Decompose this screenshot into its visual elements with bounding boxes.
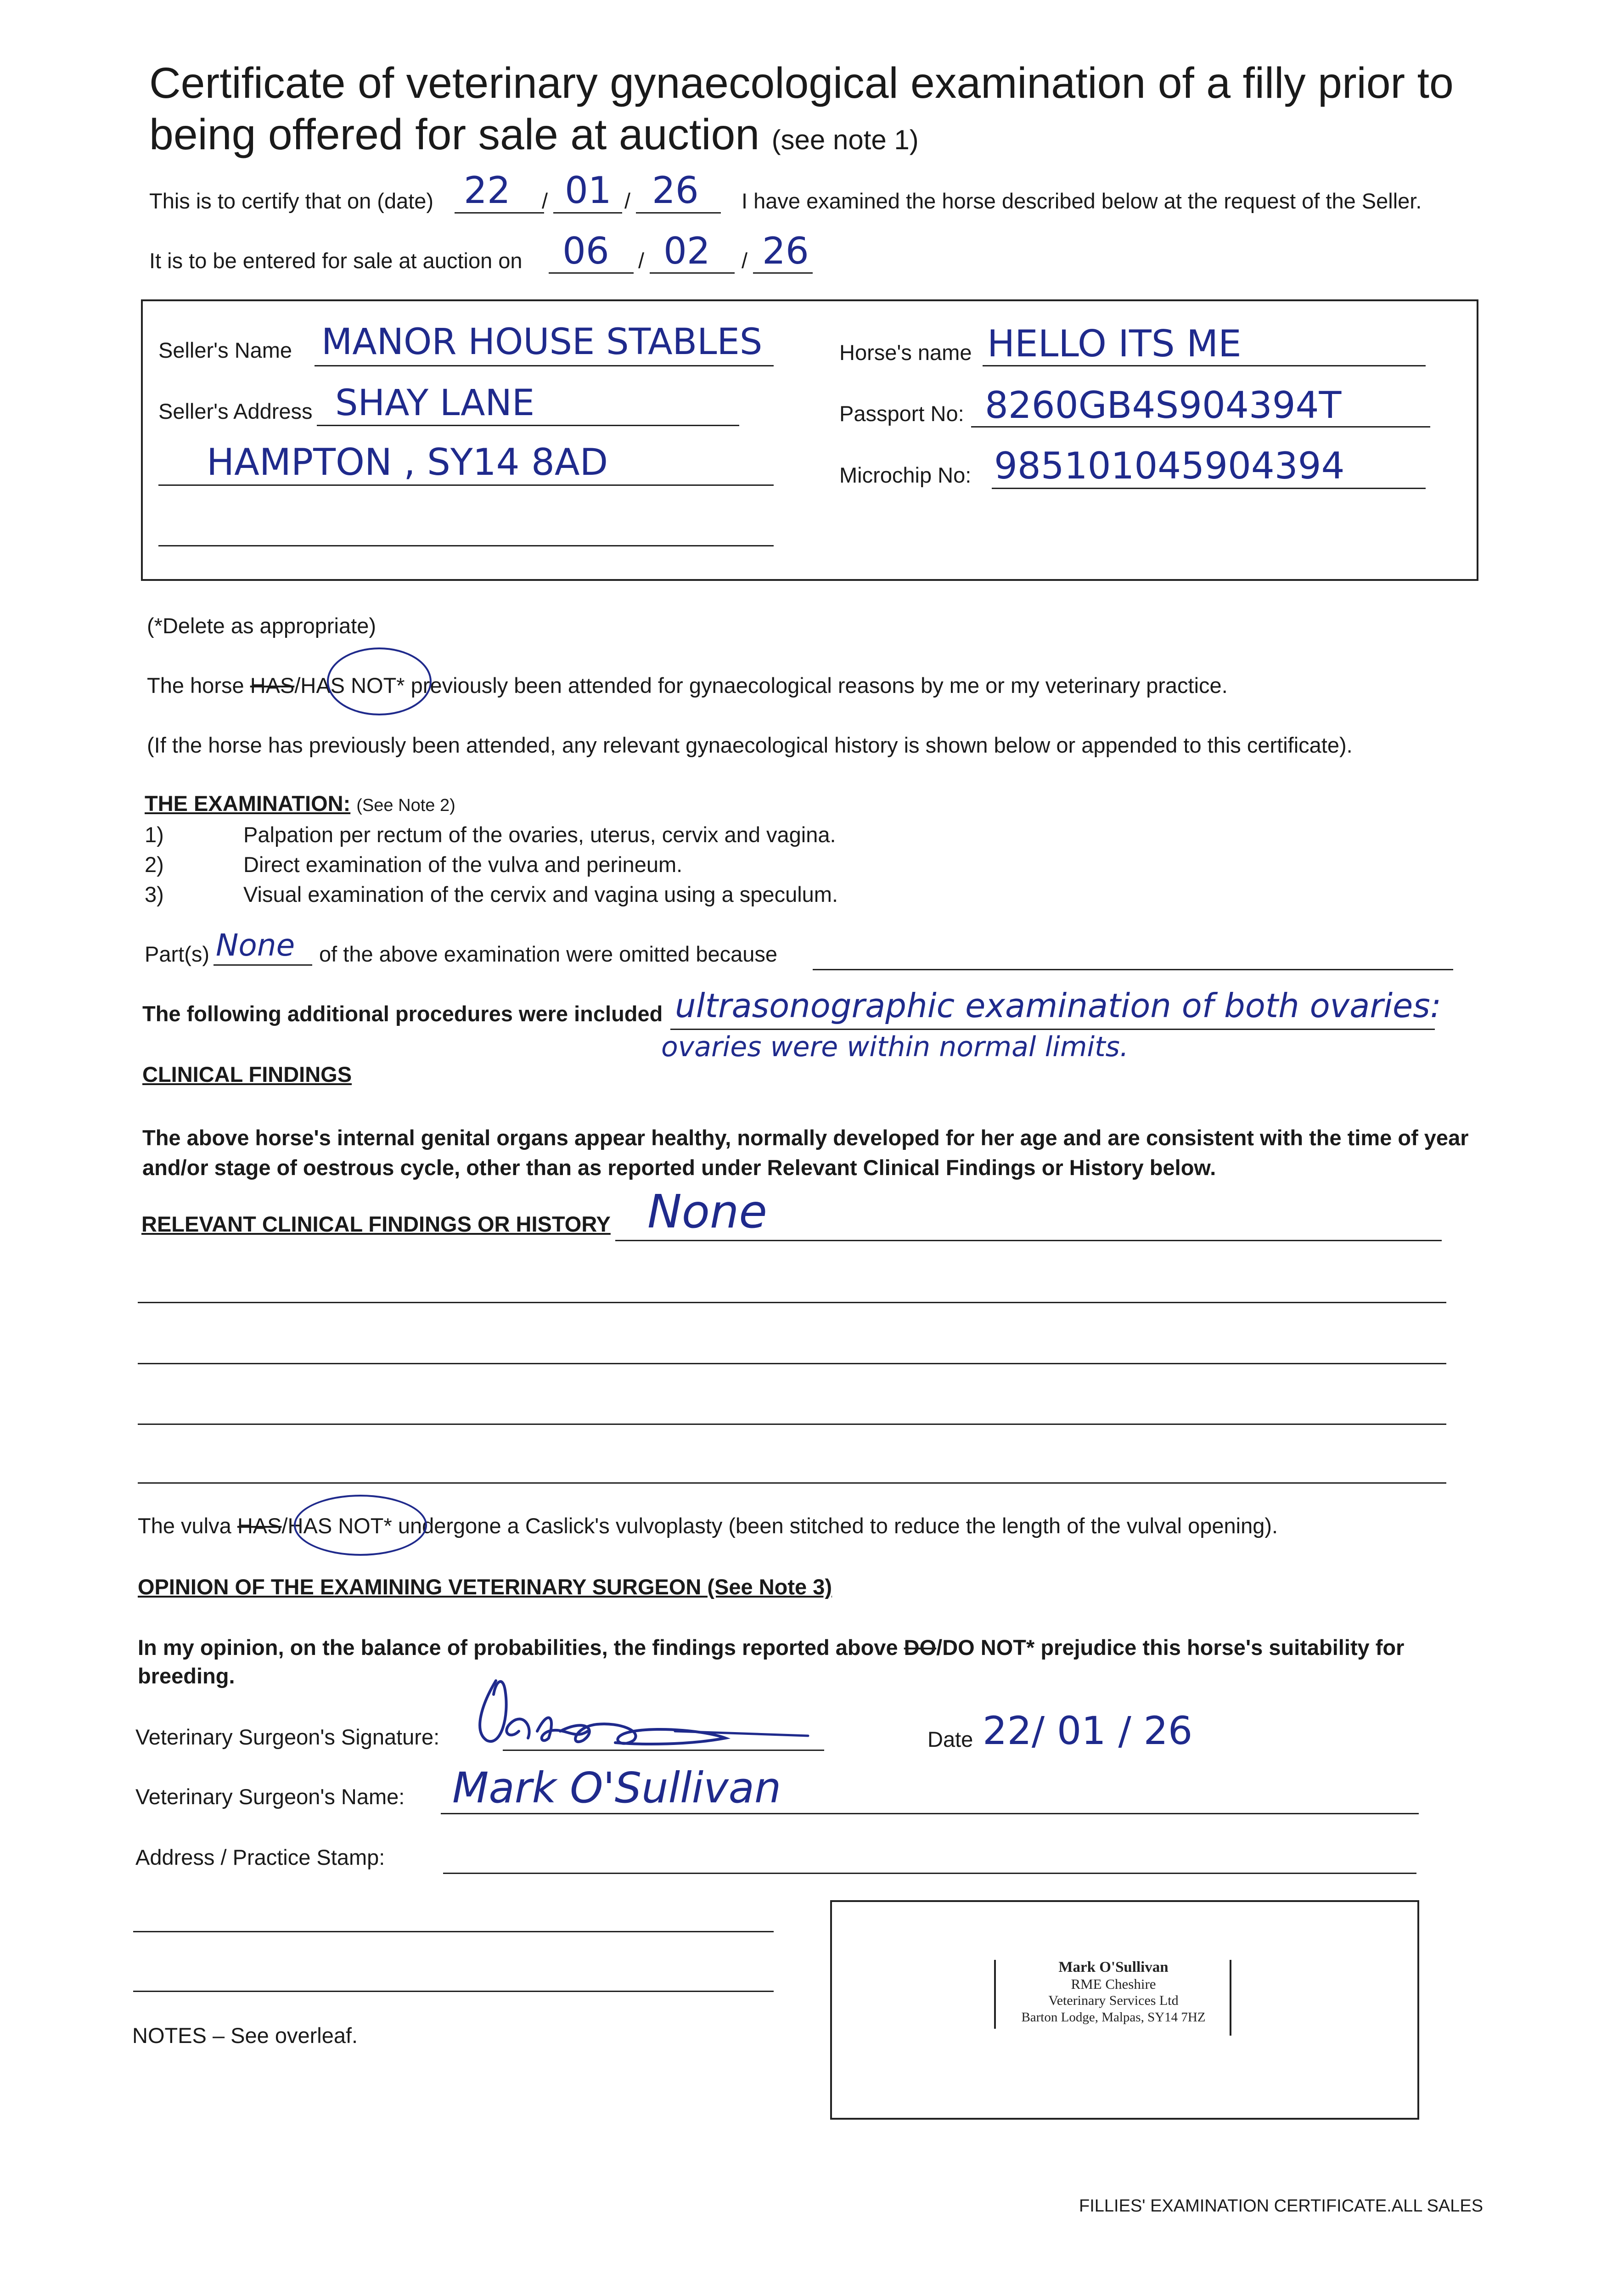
caslick-has-not-option[interactable]: HAS NOT* (287, 1514, 392, 1538)
seller-address-line2[interactable]: HAMPTON , SY14 8AD (207, 441, 608, 484)
signature-date[interactable]: 22/ 01 / 26 (983, 1708, 1193, 1753)
exam-item-num: 3) (145, 882, 164, 906)
seller-address-label: Seller's Address (158, 399, 313, 423)
auction-month[interactable]: 02 (663, 230, 710, 272)
certify-prefix: This is to certify that on (date) (149, 189, 434, 213)
horse-name-label: Horse's name (839, 340, 972, 365)
exam-item-num: 1) (145, 822, 164, 847)
caslick-slash: / (281, 1514, 288, 1538)
seller-name[interactable]: MANOR HOUSE STABLES (321, 321, 763, 363)
stamp-practice: RME Cheshire (1071, 1976, 1156, 1992)
stamp-company: Veterinary Services Ltd (1048, 1993, 1179, 2008)
attended-has-not-option[interactable]: HAS NOT* (300, 673, 405, 698)
attended-has-option[interactable]: HAS (250, 673, 295, 698)
vet-name[interactable]: Mark O'Sullivan (452, 1763, 781, 1812)
horse-name[interactable]: HELLO ITS ME (987, 322, 1242, 365)
selection-circle (327, 647, 432, 715)
date-sep: / (542, 189, 548, 213)
additional-procedures-line2[interactable]: ovaries were within normal limits. (661, 1031, 1129, 1063)
page-title: Certificate of veterinary gynaecological examination of a filly prior to (149, 59, 1454, 107)
vet-name-label: Veterinary Surgeon's Name: (135, 1784, 405, 1809)
date-sep: / (638, 248, 645, 273)
notes-text: NOTES – See overleaf. (132, 2023, 358, 2048)
clinical-findings-heading: CLINICAL FINDINGS (142, 1062, 352, 1086)
caslick-has-option[interactable]: HAS (237, 1514, 282, 1538)
date-sep: / (624, 189, 631, 213)
additional-label: The following additional procedures were included (142, 1002, 663, 1026)
auction-prefix: It is to be entered for sale at auction on (149, 248, 523, 273)
stamp-bracket-left (994, 1960, 996, 2029)
attended-prefix: The horse (147, 673, 244, 698)
practice-stamp (996, 1958, 1231, 2026)
delete-note: (*Delete as appropriate) (147, 613, 376, 638)
relevant-line[interactable] (138, 1302, 1446, 1303)
omitted-value[interactable]: None (216, 928, 295, 963)
date-label: Date (927, 1727, 973, 1751)
signature-label: Veterinary Surgeon's Signature: (135, 1725, 440, 1749)
page-title-line2 (149, 109, 919, 166)
attended-slash: / (294, 673, 301, 698)
exam-year[interactable]: 26 (652, 169, 699, 212)
microchip-number[interactable]: 985101045904394 (994, 445, 1345, 487)
examination-note: (See Note 2) (356, 796, 455, 815)
opinion-text-a: In my opinion, on the balance of probabilities, the findings reported above (138, 1635, 898, 1660)
clinical-statement-line1: The above horse's internal genital organs appear healthy, normally developed for her age and are consistent with the time of year (142, 1125, 1469, 1150)
title-note: (see note 1) (771, 124, 919, 155)
omitted-suffix: of the above examination were omitted because (319, 942, 778, 966)
signature-drawing[interactable] (468, 1662, 817, 1754)
exam-item-text: Palpation per rectum of the ovaries, uterus, cervix and vagina. (243, 822, 836, 847)
opinion-text-line2: breeding. (138, 1664, 235, 1688)
relevant-findings-heading: RELEVANT CLINICAL FINDINGS OR HISTORY (141, 1212, 611, 1236)
exam-month[interactable]: 01 (565, 169, 612, 212)
practice-stamp-label: Address / Practice Stamp: (135, 1845, 385, 1869)
opinion-text-line1 (138, 1635, 1404, 1660)
date-sep: / (742, 248, 748, 273)
relevant-line[interactable] (138, 1424, 1446, 1425)
history-note: (If the horse has previously been attended, any relevant gynaecological history is shown below or appended to this certificate). (147, 733, 1353, 757)
caslick-prefix: The vulva (138, 1514, 231, 1538)
examination-heading-row (145, 791, 455, 816)
exam-day[interactable]: 22 (464, 169, 511, 212)
attended-suffix: previously been attended for gynaecological reasons by me or my veterinary practice. (410, 673, 1228, 698)
opinion-heading: OPINION OF THE EXAMINING VETERINARY SURGEON (See Note 3) (138, 1575, 832, 1599)
relevant-findings-value[interactable]: None (647, 1185, 767, 1238)
opinion-text-b: /DO NOT* prejudice this horse's suitability for (936, 1635, 1405, 1660)
relevant-line[interactable] (138, 1363, 1446, 1364)
omitted-prefix: Part(s) (145, 942, 209, 966)
exam-item-text: Direct examination of the vulva and perineum. (243, 852, 683, 877)
additional-procedures-line1[interactable]: ultrasonographic examination of both ovaries: (675, 986, 1442, 1025)
stamp-vet-name: Mark O'Sullivan (1058, 1959, 1169, 1975)
examination-heading: THE EXAMINATION: (145, 791, 351, 816)
clinical-statement-line2: and/or stage of oestrous cycle, other than as reported under Relevant Clinical Findings or History below. (142, 1155, 1216, 1180)
exam-item-num: 2) (145, 852, 164, 877)
attended-line (147, 673, 1228, 698)
passport-label: Passport No: (839, 401, 964, 426)
caslick-suffix: undergone a Caslick's vulvoplasty (been stitched to reduce the length of the vulval opening). (398, 1514, 1278, 1538)
exam-item-text: Visual examination of the cervix and vagina using a speculum. (243, 882, 838, 906)
auction-year[interactable]: 26 (762, 230, 809, 272)
footer-text: FILLIES' EXAMINATION CERTIFICATE.ALL SALES (1079, 2196, 1484, 2216)
microchip-label: Microchip No: (839, 463, 972, 487)
seller-address-line1[interactable]: SHAY LANE (335, 383, 535, 424)
opinion-do-option[interactable]: DO (904, 1635, 937, 1660)
seller-name-label: Seller's Name (158, 338, 292, 362)
relevant-line[interactable] (138, 1482, 1446, 1484)
stamp-address: Barton Lodge, Malpas, SY14 7HZ (1021, 2010, 1206, 2025)
selection-circle (294, 1495, 427, 1556)
page-title-text: being offered for sale at auction (149, 110, 760, 159)
passport-number[interactable]: 8260GB4S904394T (985, 384, 1342, 427)
auction-day[interactable]: 06 (562, 230, 609, 272)
certify-suffix: I have examined the horse described below at the request of the Seller. (742, 189, 1422, 213)
